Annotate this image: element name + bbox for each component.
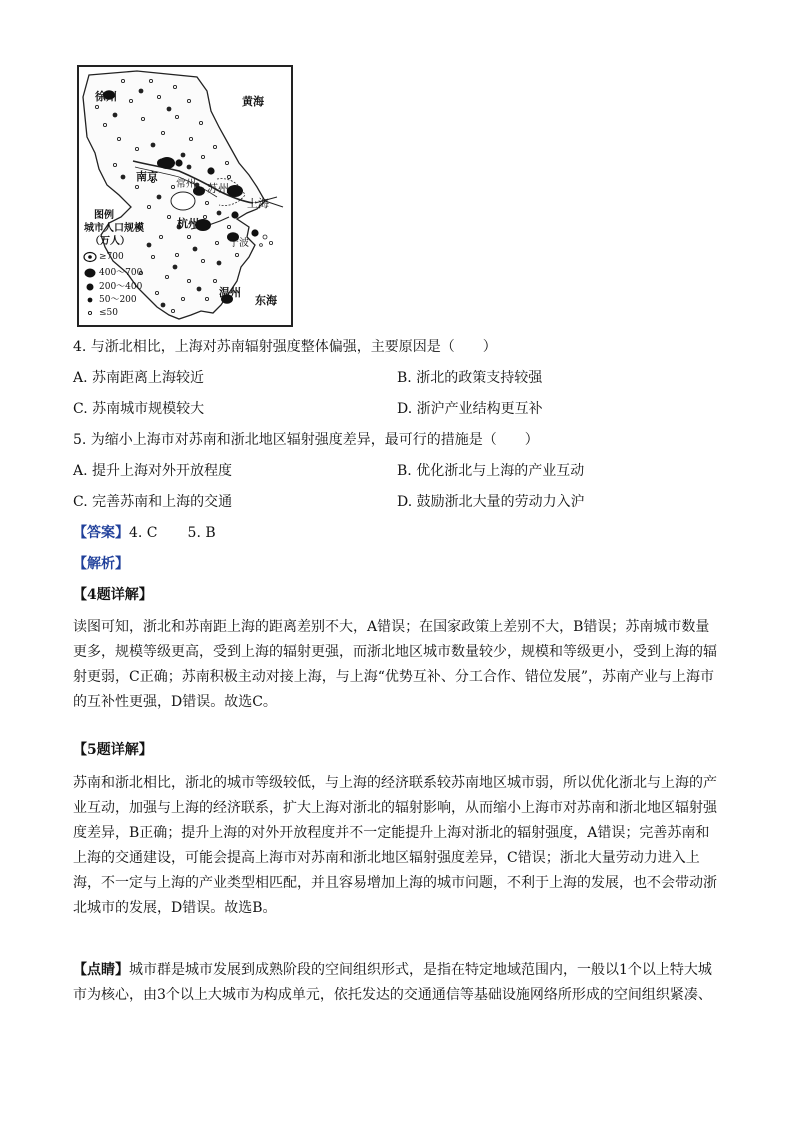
question-4-option-c: C. 苏南城市规模较大 bbox=[73, 401, 205, 417]
detail-4-line: 读图可知，浙北和苏南距上海的距离差别不大，A错误；在国家政策上差别不大，B错误；苏南城市数量 bbox=[73, 619, 710, 635]
tip-paragraph bbox=[73, 958, 721, 1008]
legend-symbols bbox=[84, 253, 96, 315]
answer-line bbox=[73, 523, 216, 543]
question-4-stem: 4. 与浙北相比，上海对苏南辐射强度整体偏强，主要原因是（ ） bbox=[73, 339, 497, 355]
question-4-option-d: D. 浙沪产业结构更互补 bbox=[397, 401, 543, 417]
label-shanghai: 上海 bbox=[247, 197, 269, 210]
detail-5-line: 北城市的发展，D错误。故选B。 bbox=[73, 900, 277, 916]
detail-5-line: 苏南和浙北相比，浙北的城市等级较低，与上海的经济联系较苏南地区城市弱，所以优化浙北与上海的产 bbox=[73, 775, 717, 791]
detail-4-line: 的互补性更强，D错误。故选C。 bbox=[73, 694, 277, 710]
legend-subtitle: 城市人口规模 bbox=[84, 223, 144, 234]
label-huanghai: 黄海 bbox=[242, 95, 264, 108]
tip-label: 【点睛】 bbox=[73, 962, 129, 978]
detail-5-title: 【5题详解】 bbox=[73, 742, 153, 758]
question-5-stem: 5. 为缩小上海市对苏南和浙北地区辐射强度差异，最可行的措施是（ ） bbox=[73, 432, 539, 448]
island bbox=[263, 235, 267, 239]
label-suzhou: 苏州 bbox=[207, 182, 229, 195]
legend-unit: （万人） bbox=[90, 236, 130, 247]
question-5-option-d: D. 鼓励浙北大量的劳动力入沪 bbox=[397, 494, 585, 510]
legend-item: ≤50 bbox=[99, 308, 118, 318]
label-hangzhou: 杭州 bbox=[177, 217, 199, 230]
analysis-label: 【解析】 bbox=[73, 556, 129, 572]
answer-label: 【答案】 bbox=[73, 525, 129, 541]
question-5-option-a: A. 提升上海对外开放程度 bbox=[73, 463, 233, 479]
label-ningbo: 宁波 bbox=[229, 238, 249, 249]
legend-item: 50～200 bbox=[99, 295, 137, 305]
answer-5: 5. B bbox=[187, 525, 216, 541]
label-nanjing: 南京 bbox=[136, 170, 158, 183]
detail-5-line: 海，不一定与上海的产业类型相匹配，并且容易增加上海的城市问题，不利于上海的发展，也不会带动浙 bbox=[73, 875, 717, 891]
legend-item: 400～700 bbox=[99, 268, 143, 278]
label-donghai: 东海 bbox=[255, 294, 277, 307]
detail-4-line: 更多，规模等级更高，受到上海的辐射更强，而浙北地区城市数量较少，规模和等级更小，受到上海的辐 bbox=[73, 644, 717, 660]
legend-item: 200～400 bbox=[99, 282, 143, 292]
tip-line: 市为核心，由3个以上大城市为构成单元，依托发达的交通通信等基础设施网络所形成的空间组织紧凑、 bbox=[73, 987, 712, 1003]
detail-4-line: 射更弱，C正确；苏南积极主动对接上海，与上海“优势互补、分工合作、错位发展”，苏南产业与上海市 bbox=[73, 669, 715, 685]
question-4-option-a: A. 苏南距离上海较近 bbox=[73, 370, 205, 386]
answer-4: 4. C bbox=[129, 525, 158, 541]
legend-title: 图例 bbox=[94, 210, 114, 221]
detail-4-paragraph bbox=[73, 615, 721, 715]
city-population-map bbox=[77, 65, 293, 327]
detail-5-line: 上海的交通建设，可能会提高上海市对苏南和浙北地区辐射强度差异，C错误；浙北大量劳动力进入上 bbox=[73, 850, 700, 866]
question-5-option-c: C. 完善苏南和上海的交通 bbox=[73, 494, 233, 510]
detail-5-line: 度差异，B正确；提升上海的对外开放程度并不一定能提升上海对浙北的辐射强度，A错误；完善苏南和 bbox=[73, 825, 710, 841]
label-xuzhou: 徐州 bbox=[95, 90, 117, 103]
tip-line-text: 城市群是城市发展到成熟阶段的空间组织形式，是指在特定地域范围内，一般以1个以上特大城 bbox=[129, 962, 712, 978]
question-4-option-b: B. 浙北的政策支持较强 bbox=[397, 370, 543, 386]
island bbox=[260, 244, 263, 247]
question-5-option-b: B. 优化浙北与上海的产业互动 bbox=[397, 463, 585, 479]
legend-item: ≥700 bbox=[99, 252, 124, 262]
tip-line bbox=[73, 958, 721, 983]
label-wenzhou: 温州 bbox=[219, 286, 241, 299]
detail-5-paragraph bbox=[73, 771, 721, 921]
island bbox=[269, 241, 272, 244]
detail-4-title: 【4题详解】 bbox=[73, 587, 153, 603]
detail-5-line: 业互动，加强与上海的经济联系，扩大上海对浙北的辐射影响，从而缩小上海市对苏南和浙北地区辐射强 bbox=[73, 800, 717, 816]
label-changzhou: 常州 bbox=[176, 179, 196, 190]
